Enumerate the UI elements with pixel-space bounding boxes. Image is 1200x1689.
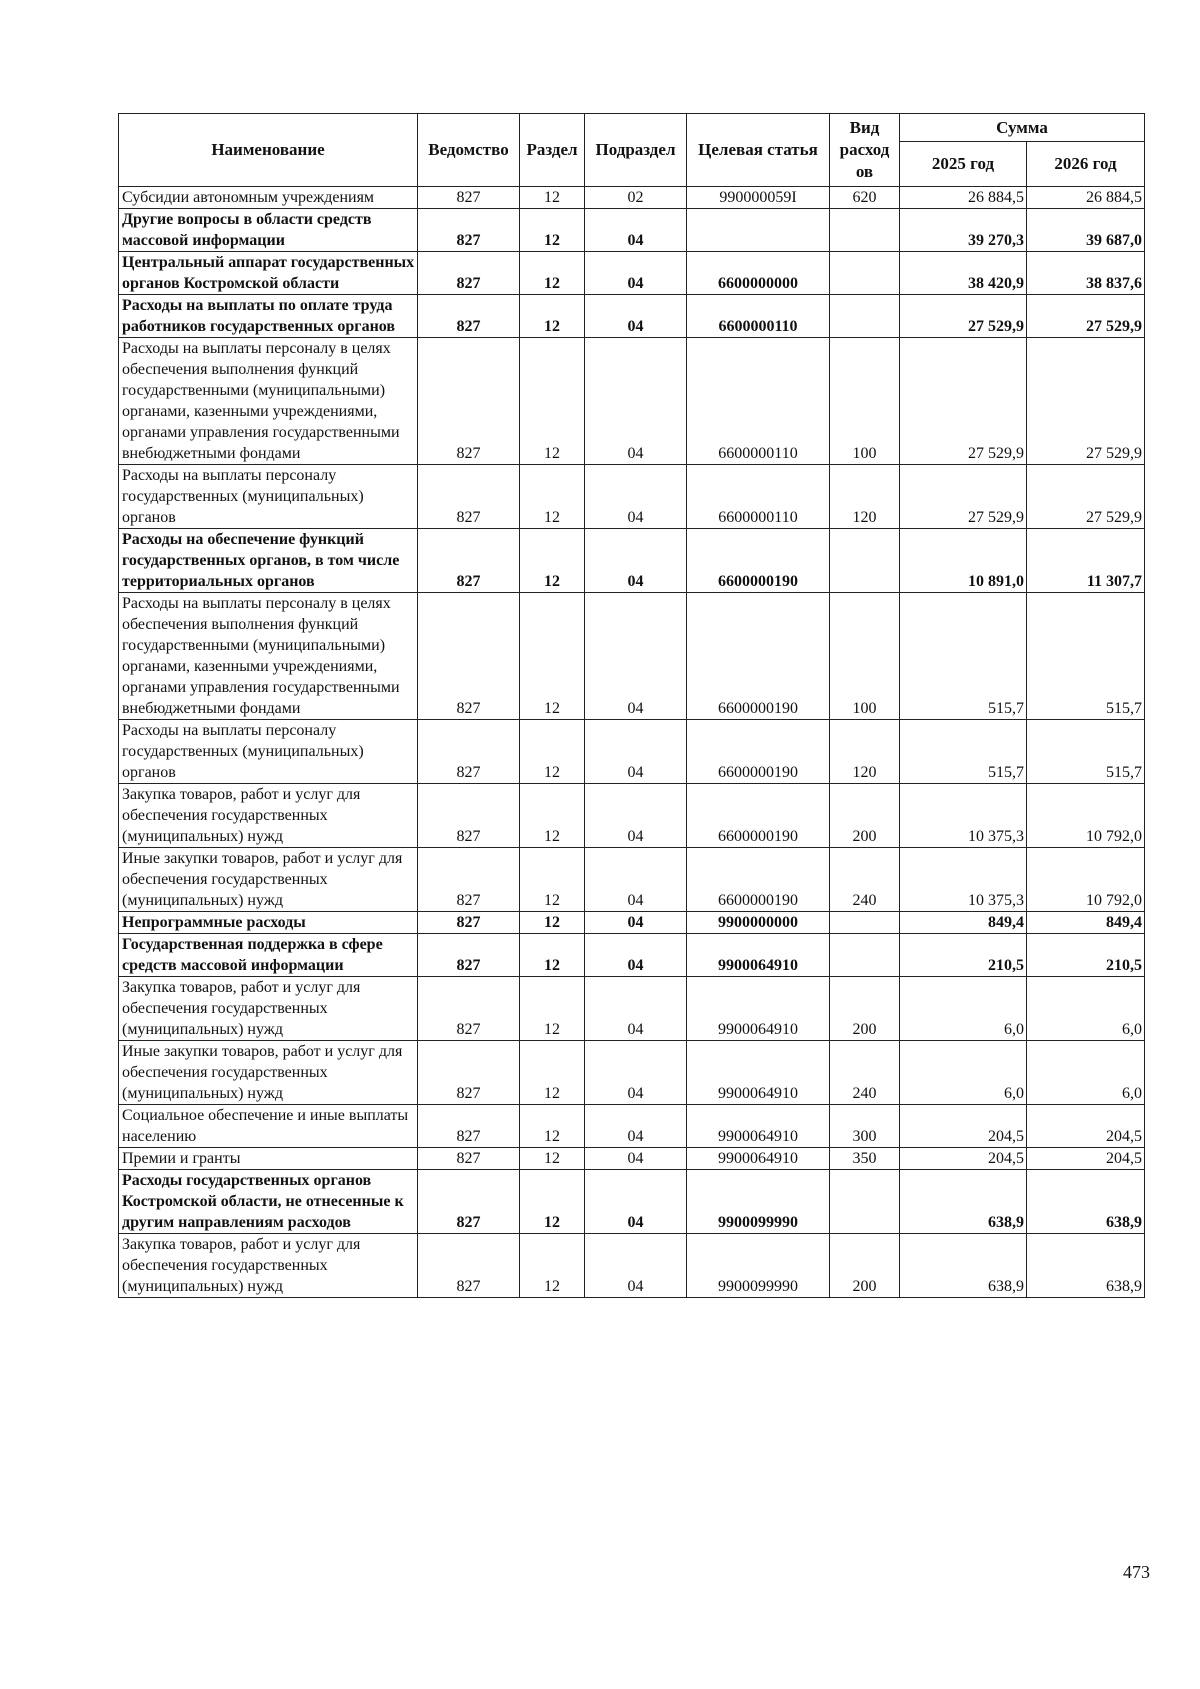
cell-sum-2026: 38 837,6	[1027, 252, 1145, 295]
cell-razdel: 12	[520, 338, 585, 465]
cell-razdel: 12	[520, 295, 585, 338]
table-header	[119, 114, 1145, 187]
cell-vedomstvo: 827	[418, 209, 520, 252]
cell-sum-2026: 39 687,0	[1027, 209, 1145, 252]
cell-vedomstvo: 827	[418, 848, 520, 912]
cell-sum-2025: 638,9	[900, 1234, 1027, 1298]
cell-razdel: 12	[520, 187, 585, 209]
cell-vid: 240	[830, 848, 900, 912]
cell-sum-2025: 10 891,0	[900, 529, 1027, 593]
cell-vid	[830, 209, 900, 252]
cell-sum-2026: 204,5	[1027, 1105, 1145, 1148]
cell-vid: 100	[830, 593, 900, 720]
cell-sum-2025: 6,0	[900, 977, 1027, 1041]
cell-sum-2025: 849,4	[900, 912, 1027, 934]
cell-statya: 9900000000	[687, 912, 830, 934]
cell-vid: 620	[830, 187, 900, 209]
cell-sum-2026: 27 529,9	[1027, 295, 1145, 338]
cell-vid: 300	[830, 1105, 900, 1148]
cell-podrazdel: 04	[585, 1234, 687, 1298]
cell-vid: 240	[830, 1041, 900, 1105]
cell-razdel: 12	[520, 1148, 585, 1170]
cell-vid: 200	[830, 977, 900, 1041]
table-body	[119, 187, 1145, 1298]
header-name: Наименование	[119, 114, 418, 187]
cell-vedomstvo: 827	[418, 912, 520, 934]
cell-name: Премии и гранты	[119, 1148, 418, 1170]
cell-statya: 6600000000	[687, 252, 830, 295]
cell-sum-2026: 10 792,0	[1027, 848, 1145, 912]
cell-podrazdel: 02	[585, 187, 687, 209]
cell-sum-2025: 204,5	[900, 1148, 1027, 1170]
cell-statya: 6600000190	[687, 529, 830, 593]
cell-statya: 6600000110	[687, 465, 830, 529]
cell-razdel: 12	[520, 784, 585, 848]
table-row	[119, 209, 1145, 252]
cell-sum-2026: 638,9	[1027, 1170, 1145, 1234]
table-row	[119, 1148, 1145, 1170]
cell-podrazdel: 04	[585, 720, 687, 784]
cell-name: Иные закупки товаров, работ и услуг для обеспечения государственных (муниципальных) нужд	[119, 1041, 418, 1105]
table-row	[119, 848, 1145, 912]
cell-name: Субсидии автономным учреждениям	[119, 187, 418, 209]
cell-sum-2025: 638,9	[900, 1170, 1027, 1234]
cell-razdel: 12	[520, 720, 585, 784]
cell-statya: 6600000190	[687, 720, 830, 784]
table-row	[119, 784, 1145, 848]
cell-statya: 990000059I	[687, 187, 830, 209]
header-razdel: Раздел	[520, 114, 585, 187]
table-row	[119, 529, 1145, 593]
budget-table	[118, 113, 1145, 1298]
cell-name: Расходы на выплаты персоналу в целях обеспечения выполнения функций государственными (муниципальными) органами, казенными учреждениями, органами управления государственными внебюджетными фондами	[119, 338, 418, 465]
cell-vid: 120	[830, 720, 900, 784]
cell-razdel: 12	[520, 934, 585, 977]
cell-vid: 200	[830, 784, 900, 848]
cell-name: Другие вопросы в области средств массовой информации	[119, 209, 418, 252]
table-row	[119, 593, 1145, 720]
cell-name: Центральный аппарат государственных органов Костромской области	[119, 252, 418, 295]
table-row	[119, 252, 1145, 295]
cell-razdel: 12	[520, 465, 585, 529]
cell-vedomstvo: 827	[418, 1105, 520, 1148]
cell-podrazdel: 04	[585, 1148, 687, 1170]
cell-statya: 9900064910	[687, 1041, 830, 1105]
cell-podrazdel: 04	[585, 593, 687, 720]
cell-podrazdel: 04	[585, 934, 687, 977]
cell-sum-2025: 38 420,9	[900, 252, 1027, 295]
cell-sum-2026: 849,4	[1027, 912, 1145, 934]
cell-name: Социальное обеспечение и иные выплаты населению	[119, 1105, 418, 1148]
cell-podrazdel: 04	[585, 1041, 687, 1105]
table-row	[119, 1234, 1145, 1298]
cell-vedomstvo: 827	[418, 720, 520, 784]
cell-statya: 6600000110	[687, 338, 830, 465]
cell-sum-2026: 204,5	[1027, 1148, 1145, 1170]
cell-vid: 100	[830, 338, 900, 465]
cell-podrazdel: 04	[585, 465, 687, 529]
cell-podrazdel: 04	[585, 529, 687, 593]
cell-sum-2025: 39 270,3	[900, 209, 1027, 252]
cell-name: Расходы на выплаты персоналу государственных (муниципальных) органов	[119, 720, 418, 784]
cell-sum-2026: 11 307,7	[1027, 529, 1145, 593]
cell-vid	[830, 252, 900, 295]
cell-podrazdel: 04	[585, 1170, 687, 1234]
cell-name: Расходы на обеспечение функций государственных органов, в том числе территориальных органов	[119, 529, 418, 593]
table-row	[119, 338, 1145, 465]
cell-razdel: 12	[520, 252, 585, 295]
cell-statya: 9900064910	[687, 1148, 830, 1170]
cell-statya: 9900064910	[687, 1105, 830, 1148]
cell-statya: 6600000190	[687, 784, 830, 848]
cell-razdel: 12	[520, 1041, 585, 1105]
cell-vedomstvo: 827	[418, 252, 520, 295]
cell-razdel: 12	[520, 1170, 585, 1234]
cell-razdel: 12	[520, 912, 585, 934]
header-vid: Вид расход ов	[830, 114, 900, 187]
header-podrazdel: Подраздел	[585, 114, 687, 187]
cell-podrazdel: 04	[585, 338, 687, 465]
table-row	[119, 1170, 1145, 1234]
cell-vedomstvo: 827	[418, 338, 520, 465]
cell-vedomstvo: 827	[418, 934, 520, 977]
cell-sum-2025: 27 529,9	[900, 338, 1027, 465]
cell-statya: 9900099990	[687, 1234, 830, 1298]
cell-vid	[830, 295, 900, 338]
cell-sum-2025: 204,5	[900, 1105, 1027, 1148]
cell-name: Закупка товаров, работ и услуг для обеспечения государственных (муниципальных) нужд	[119, 1234, 418, 1298]
cell-name: Государственная поддержка в сфере средств массовой информации	[119, 934, 418, 977]
cell-razdel: 12	[520, 593, 585, 720]
cell-sum-2026: 6,0	[1027, 1041, 1145, 1105]
cell-vedomstvo: 827	[418, 1234, 520, 1298]
cell-sum-2026: 26 884,5	[1027, 187, 1145, 209]
header-2025: 2025 год	[900, 142, 1027, 187]
cell-sum-2026: 515,7	[1027, 593, 1145, 720]
cell-podrazdel: 04	[585, 848, 687, 912]
table-row	[119, 187, 1145, 209]
cell-sum-2026: 6,0	[1027, 977, 1145, 1041]
cell-name: Непрограммные расходы	[119, 912, 418, 934]
cell-vid: 200	[830, 1234, 900, 1298]
header-statya: Целевая статья	[687, 114, 830, 187]
cell-podrazdel: 04	[585, 912, 687, 934]
cell-sum-2026: 515,7	[1027, 720, 1145, 784]
table-row	[119, 934, 1145, 977]
cell-statya	[687, 209, 830, 252]
cell-name: Расходы на выплаты по оплате труда работников государственных органов	[119, 295, 418, 338]
cell-vedomstvo: 827	[418, 465, 520, 529]
cell-statya: 6600000190	[687, 593, 830, 720]
cell-vid: 350	[830, 1148, 900, 1170]
cell-name: Расходы государственных органов Костромской области, не отнесенные к другим направлениям расходов	[119, 1170, 418, 1234]
cell-podrazdel: 04	[585, 209, 687, 252]
cell-podrazdel: 04	[585, 977, 687, 1041]
cell-name: Закупка товаров, работ и услуг для обеспечения государственных (муниципальных) нужд	[119, 784, 418, 848]
header-vedomstvo: Ведомство	[418, 114, 520, 187]
cell-vedomstvo: 827	[418, 1041, 520, 1105]
cell-razdel: 12	[520, 1234, 585, 1298]
cell-vedomstvo: 827	[418, 295, 520, 338]
cell-sum-2026: 638,9	[1027, 1234, 1145, 1298]
table-row	[119, 720, 1145, 784]
header-summa: Сумма	[900, 114, 1145, 142]
cell-podrazdel: 04	[585, 1105, 687, 1148]
cell-razdel: 12	[520, 209, 585, 252]
cell-statya: 9900064910	[687, 977, 830, 1041]
cell-vid	[830, 529, 900, 593]
cell-sum-2025: 515,7	[900, 720, 1027, 784]
cell-vedomstvo: 827	[418, 1170, 520, 1234]
cell-vid: 120	[830, 465, 900, 529]
table-row	[119, 295, 1145, 338]
header-2026: 2026 год	[1027, 142, 1145, 187]
cell-sum-2026: 210,5	[1027, 934, 1145, 977]
cell-vid	[830, 912, 900, 934]
cell-statya: 9900064910	[687, 934, 830, 977]
cell-sum-2025: 515,7	[900, 593, 1027, 720]
cell-vedomstvo: 827	[418, 529, 520, 593]
cell-name: Расходы на выплаты персоналу государственных (муниципальных) органов	[119, 465, 418, 529]
table-row	[119, 1041, 1145, 1105]
cell-sum-2026: 27 529,9	[1027, 465, 1145, 529]
cell-statya: 6600000190	[687, 848, 830, 912]
cell-vedomstvo: 827	[418, 1148, 520, 1170]
cell-razdel: 12	[520, 529, 585, 593]
cell-name: Иные закупки товаров, работ и услуг для обеспечения государственных (муниципальных) нужд	[119, 848, 418, 912]
cell-vedomstvo: 827	[418, 977, 520, 1041]
cell-vid	[830, 1170, 900, 1234]
cell-sum-2025: 210,5	[900, 934, 1027, 977]
table-row	[119, 977, 1145, 1041]
cell-name: Расходы на выплаты персоналу в целях обеспечения выполнения функций государственными (муниципальными) органами, казенными учреждениями, органами управления государственными внебюджетными фондами	[119, 593, 418, 720]
table-row	[119, 912, 1145, 934]
cell-vedomstvo: 827	[418, 784, 520, 848]
cell-vedomstvo: 827	[418, 187, 520, 209]
cell-sum-2025: 27 529,9	[900, 465, 1027, 529]
cell-name: Закупка товаров, работ и услуг для обеспечения государственных (муниципальных) нужд	[119, 977, 418, 1041]
cell-podrazdel: 04	[585, 784, 687, 848]
cell-razdel: 12	[520, 977, 585, 1041]
cell-sum-2025: 6,0	[900, 1041, 1027, 1105]
cell-razdel: 12	[520, 1105, 585, 1148]
page-number: 473	[1123, 1562, 1150, 1582]
cell-sum-2025: 10 375,3	[900, 784, 1027, 848]
table-row	[119, 465, 1145, 529]
cell-statya: 9900099990	[687, 1170, 830, 1234]
cell-sum-2026: 10 792,0	[1027, 784, 1145, 848]
cell-sum-2025: 27 529,9	[900, 295, 1027, 338]
cell-podrazdel: 04	[585, 295, 687, 338]
cell-vid	[830, 934, 900, 977]
cell-sum-2025: 10 375,3	[900, 848, 1027, 912]
cell-vedomstvo: 827	[418, 593, 520, 720]
cell-sum-2026: 27 529,9	[1027, 338, 1145, 465]
cell-statya: 6600000110	[687, 295, 830, 338]
cell-sum-2025: 26 884,5	[900, 187, 1027, 209]
cell-razdel: 12	[520, 848, 585, 912]
cell-podrazdel: 04	[585, 252, 687, 295]
table-row	[119, 1105, 1145, 1148]
